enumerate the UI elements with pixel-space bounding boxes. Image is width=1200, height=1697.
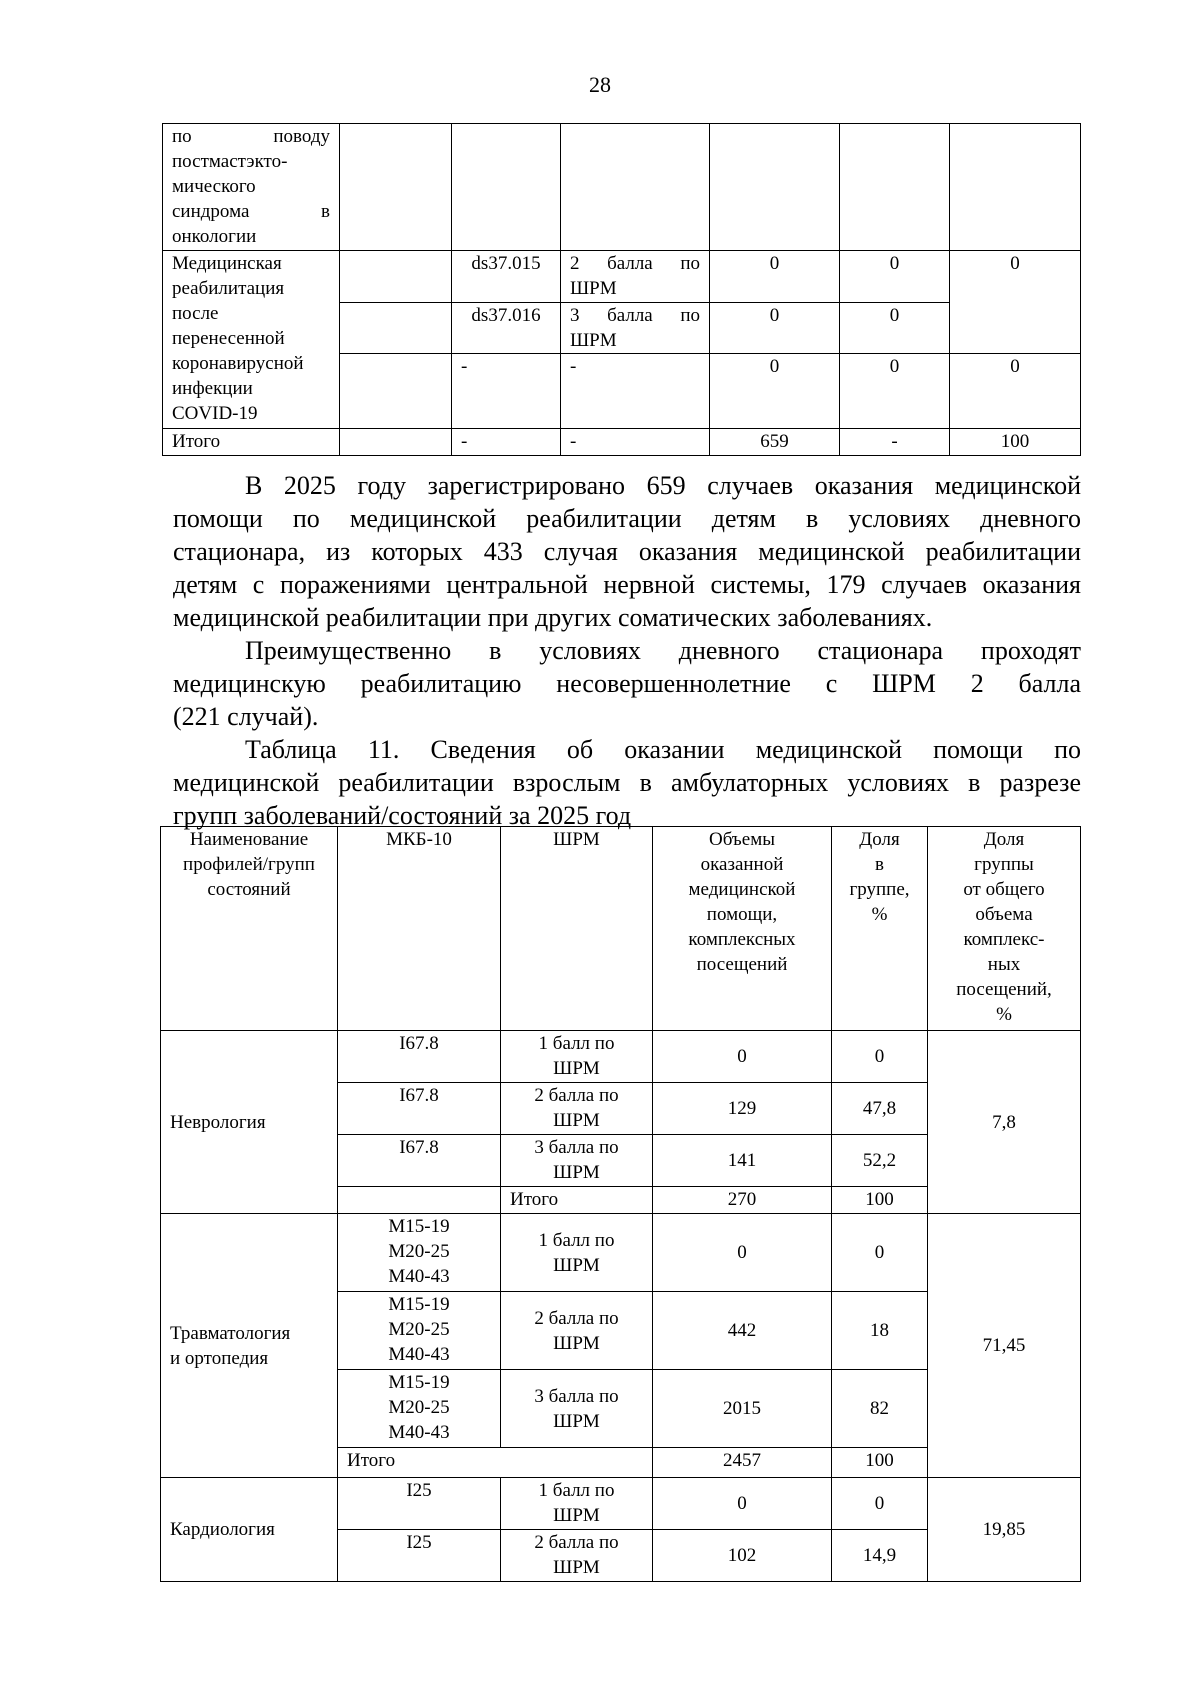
header-mkb: МКБ-10 [338, 827, 501, 1031]
mkb-code: M15-19 M20-25 M40-43 [338, 1214, 501, 1292]
shrm-cell: - [561, 429, 710, 456]
share-value: 0 [832, 1031, 928, 1083]
shrm-cell: 2 балла по ШРМ [501, 1083, 653, 1135]
volume-value: 0 [710, 354, 840, 429]
volume-value: 659 [710, 429, 840, 456]
page-number: 28 [589, 72, 611, 97]
share-value: 47,8 [832, 1083, 928, 1135]
shrm-cell: 3 балла по ШРМ [501, 1135, 653, 1187]
header-share: Доля в группе, % [832, 827, 928, 1031]
shrm-cell: 3 балла по ШРМ [561, 303, 710, 354]
mkb-code: I67.8 [338, 1135, 501, 1187]
volume-value: 0 [653, 1478, 832, 1530]
group-share-value: 0 [950, 354, 1081, 429]
mkb-code: M15-19 M20-25 M40-43 [338, 1292, 501, 1370]
share-value: 14,9 [832, 1530, 928, 1582]
shrm-cell: 2 балла по ШРМ [501, 1530, 653, 1582]
paragraph-summary: В 2025 году зарегистрировано 659 случаев оказания медицинской помощи по медицинской реабилитации детям в условиях дневного стационара, из которых 433 случая оказания медицинской реабилитации детям с поражениями центральной нервной системы, 179 случаев оказания медицинской реабилитации при других соматических заболеваниях. [173, 471, 1081, 632]
table-11 [160, 826, 1081, 1582]
mkb-code: I67.8 [338, 1083, 501, 1135]
group-name-neurology: Неврология [161, 1031, 338, 1214]
table-row [163, 124, 1081, 251]
mkb-code: ds37.015 [452, 251, 561, 303]
volume-value: 0 [653, 1214, 832, 1292]
share-value: 100 [832, 1448, 928, 1478]
share-value: 82 [832, 1370, 928, 1448]
table-row [161, 1031, 1081, 1083]
group-share-value: 100 [950, 429, 1081, 456]
share-value: 0 [832, 1478, 928, 1530]
volume-value: 442 [653, 1292, 832, 1370]
table-caption: Таблица 11. Сведения об оказании медицинской помощи по медицинской реабилитации взрослым в амбулаторных условиях в разрезе групп заболеваний/состояний за 2025 год [173, 735, 1081, 830]
shrm-cell: 1 балл по ШРМ [501, 1478, 653, 1530]
volume-value: 0 [710, 303, 840, 354]
mkb-code: - [452, 354, 561, 429]
table-header-row [161, 827, 1081, 1031]
share-value: - [840, 429, 950, 456]
group-share-traumatology: 71,45 [928, 1214, 1081, 1478]
mkb-code: M15-19 M20-25 M40-43 [338, 1370, 501, 1448]
table-row [163, 429, 1081, 456]
header-group-share: Доля группы от общего объема комплекс- ных посещений, % [928, 827, 1081, 1031]
shrm-cell: 1 балл по ШРМ [501, 1214, 653, 1292]
shrm-cell: 1 балл по ШРМ [501, 1031, 653, 1083]
group-name-traumatology: Травматология и ортопедия [161, 1214, 338, 1478]
table-row [161, 1214, 1081, 1292]
header-volume: Объемы оказанной медицинской помощи, комплексных посещений [653, 827, 832, 1031]
mkb-code: I25 [338, 1478, 501, 1530]
total-label: Итого [163, 429, 340, 456]
group-name-cell: Медицинская реабилитация после перенесенной коронавирусной инфекции COVID-19 [163, 251, 340, 429]
volume-value: 2457 [653, 1448, 832, 1478]
mkb-code: I67.8 [338, 1031, 501, 1083]
share-value: 0 [840, 354, 950, 429]
volume-value: 129 [653, 1083, 832, 1135]
group-share-value: 0 [950, 251, 1081, 354]
table-row [161, 1478, 1081, 1530]
share-value: 0 [832, 1214, 928, 1292]
shrm-cell: 2 балла по ШРМ [561, 251, 710, 303]
group-name-cell: по поводу постмастэкто- мического синдрома в онкологии [163, 124, 340, 251]
mkb-code: I25 [338, 1530, 501, 1582]
volume-value: 270 [653, 1187, 832, 1214]
continuation-table [162, 123, 1081, 456]
volume-value: 0 [653, 1031, 832, 1083]
table-row [163, 251, 1081, 303]
shrm-cell: 2 балла по ШРМ [501, 1292, 653, 1370]
share-value: 0 [840, 303, 950, 354]
header-name: Наименование профилей/групп состояний [161, 827, 338, 1031]
total-label: Итого [338, 1448, 653, 1478]
volume-value: 2015 [653, 1370, 832, 1448]
group-name-cardiology: Кардиология [161, 1478, 338, 1582]
share-value: 0 [840, 251, 950, 303]
share-value: 52,2 [832, 1135, 928, 1187]
share-value: 100 [832, 1187, 928, 1214]
shrm-cell: 3 балла по ШРМ [501, 1370, 653, 1448]
mkb-code: - [452, 429, 561, 456]
total-label: Итого [501, 1187, 653, 1214]
group-share-neurology: 7,8 [928, 1031, 1081, 1214]
volume-value: 102 [653, 1530, 832, 1582]
volume-value: 0 [710, 251, 840, 303]
paragraph-observation: Преимущественно в условиях дневного стационара проходят медицинскую реабилитацию несовершеннолетние с ШРМ 2 балла (221 случай). [173, 636, 1081, 731]
volume-value: 141 [653, 1135, 832, 1187]
mkb-code: ds37.016 [452, 303, 561, 354]
header-shrm: ШРМ [501, 827, 653, 1031]
share-value: 18 [832, 1292, 928, 1370]
group-share-cardiology: 19,85 [928, 1478, 1081, 1582]
shrm-cell: - [561, 354, 710, 429]
